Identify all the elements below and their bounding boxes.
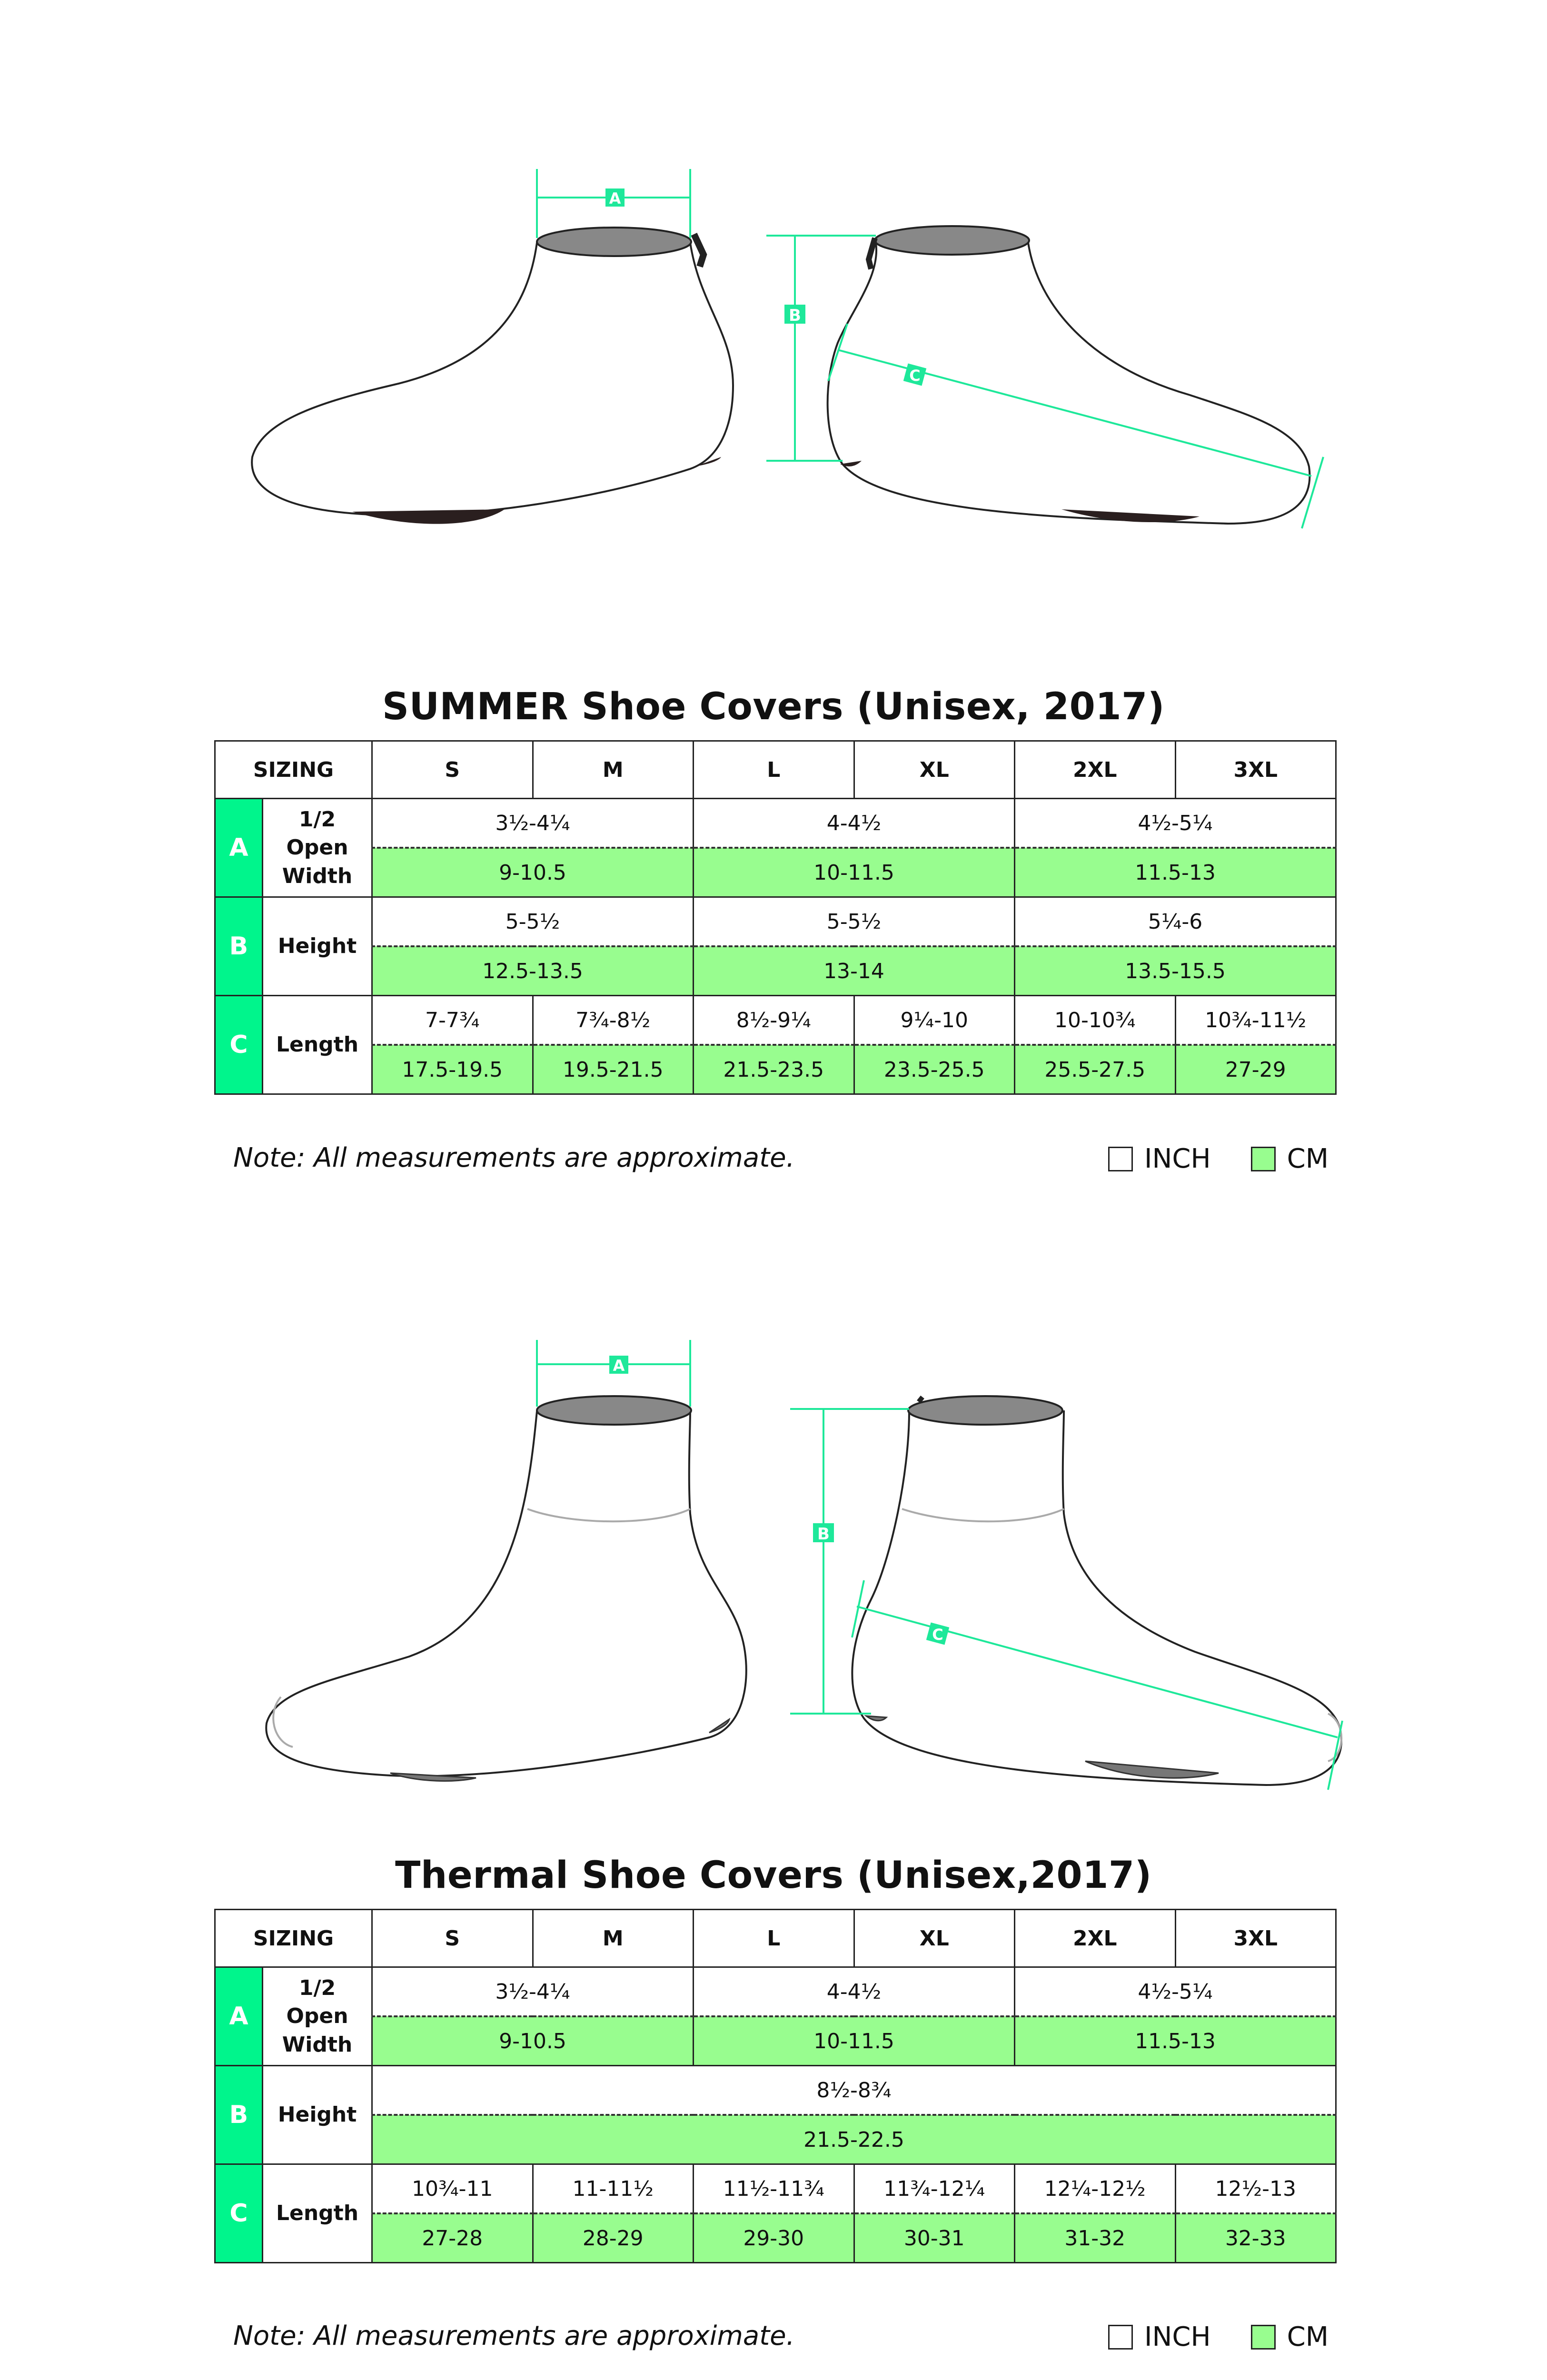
inch-legend-label: INCH xyxy=(1144,1143,1211,1174)
thermal-size-l: L xyxy=(694,1910,854,1967)
thermal-row-c-inch xyxy=(215,2164,1336,2214)
summer-size-3xl: 3XL xyxy=(1175,741,1336,799)
summer-c-cm-cell: 17.5-19.5 xyxy=(372,1045,533,1094)
summer-size-m: M xyxy=(533,741,694,799)
thermal-row-c-letter: C xyxy=(215,2164,263,2263)
summer-row-c-inch xyxy=(215,996,1336,1045)
thermal-a-inch-cell: 4-4½ xyxy=(694,1967,1015,2017)
summer-row-a-letter: A xyxy=(215,799,263,897)
summer-table-title: SUMMER Shoe Covers (Unisex, 2017) xyxy=(382,685,1165,728)
summer-size-s: S xyxy=(372,741,533,799)
summer-c-inch-cell: 7¾-8½ xyxy=(533,996,694,1045)
thermal-c-cm-cell: 28-29 xyxy=(533,2213,694,2263)
thermal-c-cm-cell: 27-28 xyxy=(372,2213,533,2263)
thermal-row-a-label-line1: 1/2 xyxy=(298,1975,336,2000)
thermal-row-a-cm xyxy=(215,2016,1336,2066)
cm-legend-swatch xyxy=(1251,2325,1276,2350)
thermal-row-a-label-line3: Width xyxy=(282,2032,353,2057)
summer-row-c-label: Length xyxy=(263,996,372,1094)
summer-unit-legend xyxy=(1108,1143,1329,1174)
summer-note: Note: All measurements are approximate. xyxy=(233,1142,795,1173)
summer-row-a-label-line1: 1/2 xyxy=(298,807,336,832)
thermal-row-c-label: Length xyxy=(263,2164,372,2263)
thermal-sizing-header: SIZING xyxy=(215,1910,372,1967)
summer-c-inch-cell: 8½-9¼ xyxy=(694,996,854,1045)
summer-b-inch-cell: 5¼-6 xyxy=(1015,897,1336,947)
thermal-table-title: Thermal Shoe Covers (Unisex,2017) xyxy=(395,1854,1152,1897)
thermal-row-a-label-line2: Open xyxy=(286,2004,348,2029)
summer-sizing-header: SIZING xyxy=(215,741,372,799)
thermal-a-cm-cell: 11.5-13 xyxy=(1015,2016,1336,2066)
thermal-size-s: S xyxy=(372,1910,533,1967)
thermal-a-cm-cell: 9-10.5 xyxy=(372,2016,694,2066)
summer-c-cm-cell: 25.5-27.5 xyxy=(1015,1045,1176,1094)
thermal-c-inch-cell: 10¾-11 xyxy=(372,2164,533,2214)
summer-size-table xyxy=(214,740,1337,1095)
thermal-c-inch-cell: 11¾-12¼ xyxy=(854,2164,1015,2214)
thermal-tag-c: C xyxy=(932,1626,943,1644)
summer-right-shoe-drawing xyxy=(828,226,1310,524)
summer-c-cm-cell: 23.5-25.5 xyxy=(854,1045,1015,1094)
summer-row-b-cm xyxy=(215,946,1336,996)
summer-c-inch-cell: 7-7¾ xyxy=(372,996,533,1045)
summer-c-cm-cell: 19.5-21.5 xyxy=(533,1045,694,1094)
summer-a-inch-cell: 4-4½ xyxy=(694,799,1015,848)
summer-a-inch-cell: 4½-5¼ xyxy=(1015,799,1336,848)
summer-row-c-letter: C xyxy=(215,996,263,1094)
thermal-c-cm-cell: 31-32 xyxy=(1015,2213,1176,2263)
summer-c-cm-cell: 27-29 xyxy=(1175,1045,1336,1094)
thermal-row-b-label: Height xyxy=(263,2066,372,2164)
thermal-shoe-cover-illustration xyxy=(0,1323,1547,1804)
summer-size-xl: XL xyxy=(854,741,1015,799)
thermal-size-2xl: 2XL xyxy=(1015,1910,1176,1967)
thermal-row-a-inch xyxy=(215,1967,1336,2017)
summer-b-inch-cell: 5-5½ xyxy=(372,897,694,947)
cm-legend-label: CM xyxy=(1287,1143,1329,1174)
summer-a-cm-cell: 9-10.5 xyxy=(372,848,694,897)
thermal-c-inch-cell: 11-11½ xyxy=(533,2164,694,2214)
thermal-b-cm-cell: 21.5-22.5 xyxy=(372,2115,1336,2164)
thermal-tag-b: B xyxy=(817,1525,830,1544)
thermal-header-row xyxy=(215,1910,1336,1967)
thermal-row-b-inch xyxy=(215,2066,1336,2115)
thermal-right-shoe-drawing xyxy=(852,1396,1341,1785)
thermal-tag-a: A xyxy=(613,1357,625,1375)
summer-row-b-label: Height xyxy=(263,897,372,996)
summer-b-cm-cell: 12.5-13.5 xyxy=(372,946,694,996)
summer-left-shoe-drawing xyxy=(252,228,733,524)
summer-a-cm-cell: 11.5-13 xyxy=(1015,848,1336,897)
summer-c-inch-cell: 10-10¾ xyxy=(1015,996,1176,1045)
summer-c-inch-cell: 10¾-11½ xyxy=(1175,996,1336,1045)
summer-b-inch-cell: 5-5½ xyxy=(694,897,1015,947)
thermal-unit-legend xyxy=(1108,2321,1329,2352)
summer-row-a-label-line3: Width xyxy=(282,863,353,888)
summer-header-row xyxy=(215,741,1336,799)
summer-row-c-cm xyxy=(215,1045,1336,1094)
summer-a-cm-cell: 10-11.5 xyxy=(694,848,1015,897)
cm-legend-label: CM xyxy=(1287,2321,1329,2352)
summer-shoe-cover-illustration xyxy=(0,143,1547,562)
thermal-c-cm-cell: 32-33 xyxy=(1175,2213,1336,2263)
inch-legend-label: INCH xyxy=(1144,2321,1211,2352)
summer-tag-c: C xyxy=(909,367,921,385)
thermal-a-inch-cell: 3½-4¼ xyxy=(372,1967,694,2017)
thermal-row-a-label xyxy=(263,1967,372,2066)
summer-b-cm-cell: 13.5-15.5 xyxy=(1015,946,1336,996)
summer-c-inch-cell: 9¼-10 xyxy=(854,996,1015,1045)
thermal-row-c-cm xyxy=(215,2213,1336,2263)
thermal-row-b-letter: B xyxy=(215,2066,263,2164)
summer-size-l: L xyxy=(694,741,854,799)
summer-c-cm-cell: 21.5-23.5 xyxy=(694,1045,854,1094)
summer-size-2xl: 2XL xyxy=(1015,741,1176,799)
summer-b-cm-cell: 13-14 xyxy=(694,946,1015,996)
summer-row-a-cm xyxy=(215,848,1336,897)
thermal-row-b-cm xyxy=(215,2115,1336,2164)
thermal-b-inch-cell: 8½-8¾ xyxy=(372,2066,1336,2115)
summer-row-a-label xyxy=(263,799,372,897)
thermal-note: Note: All measurements are approximate. xyxy=(233,2320,795,2351)
summer-row-b-inch xyxy=(215,897,1336,947)
thermal-c-inch-cell: 12½-13 xyxy=(1175,2164,1336,2214)
thermal-a-cm-cell: 10-11.5 xyxy=(694,2016,1015,2066)
thermal-row-a-letter: A xyxy=(215,1967,263,2066)
cm-legend-swatch xyxy=(1251,1147,1276,1171)
thermal-size-xl: XL xyxy=(854,1910,1015,1967)
thermal-size-3xl: 3XL xyxy=(1175,1910,1336,1967)
summer-row-a-inch xyxy=(215,799,1336,848)
inch-legend-swatch xyxy=(1108,2325,1133,2350)
inch-legend-swatch xyxy=(1108,1147,1133,1171)
thermal-left-shoe-drawing xyxy=(266,1396,746,1781)
summer-tag-b: B xyxy=(789,306,801,325)
summer-tag-a: A xyxy=(609,189,621,208)
thermal-c-inch-cell: 11½-11¾ xyxy=(694,2164,854,2214)
thermal-c-inch-cell: 12¼-12½ xyxy=(1015,2164,1176,2214)
summer-a-inch-cell: 3½-4¼ xyxy=(372,799,694,848)
thermal-size-table xyxy=(214,1909,1337,2263)
thermal-size-m: M xyxy=(533,1910,694,1967)
thermal-a-inch-cell: 4½-5¼ xyxy=(1015,1967,1336,2017)
summer-row-b-letter: B xyxy=(215,897,263,996)
summer-row-a-label-line2: Open xyxy=(286,835,348,860)
thermal-c-cm-cell: 30-31 xyxy=(854,2213,1015,2263)
thermal-c-cm-cell: 29-30 xyxy=(694,2213,854,2263)
